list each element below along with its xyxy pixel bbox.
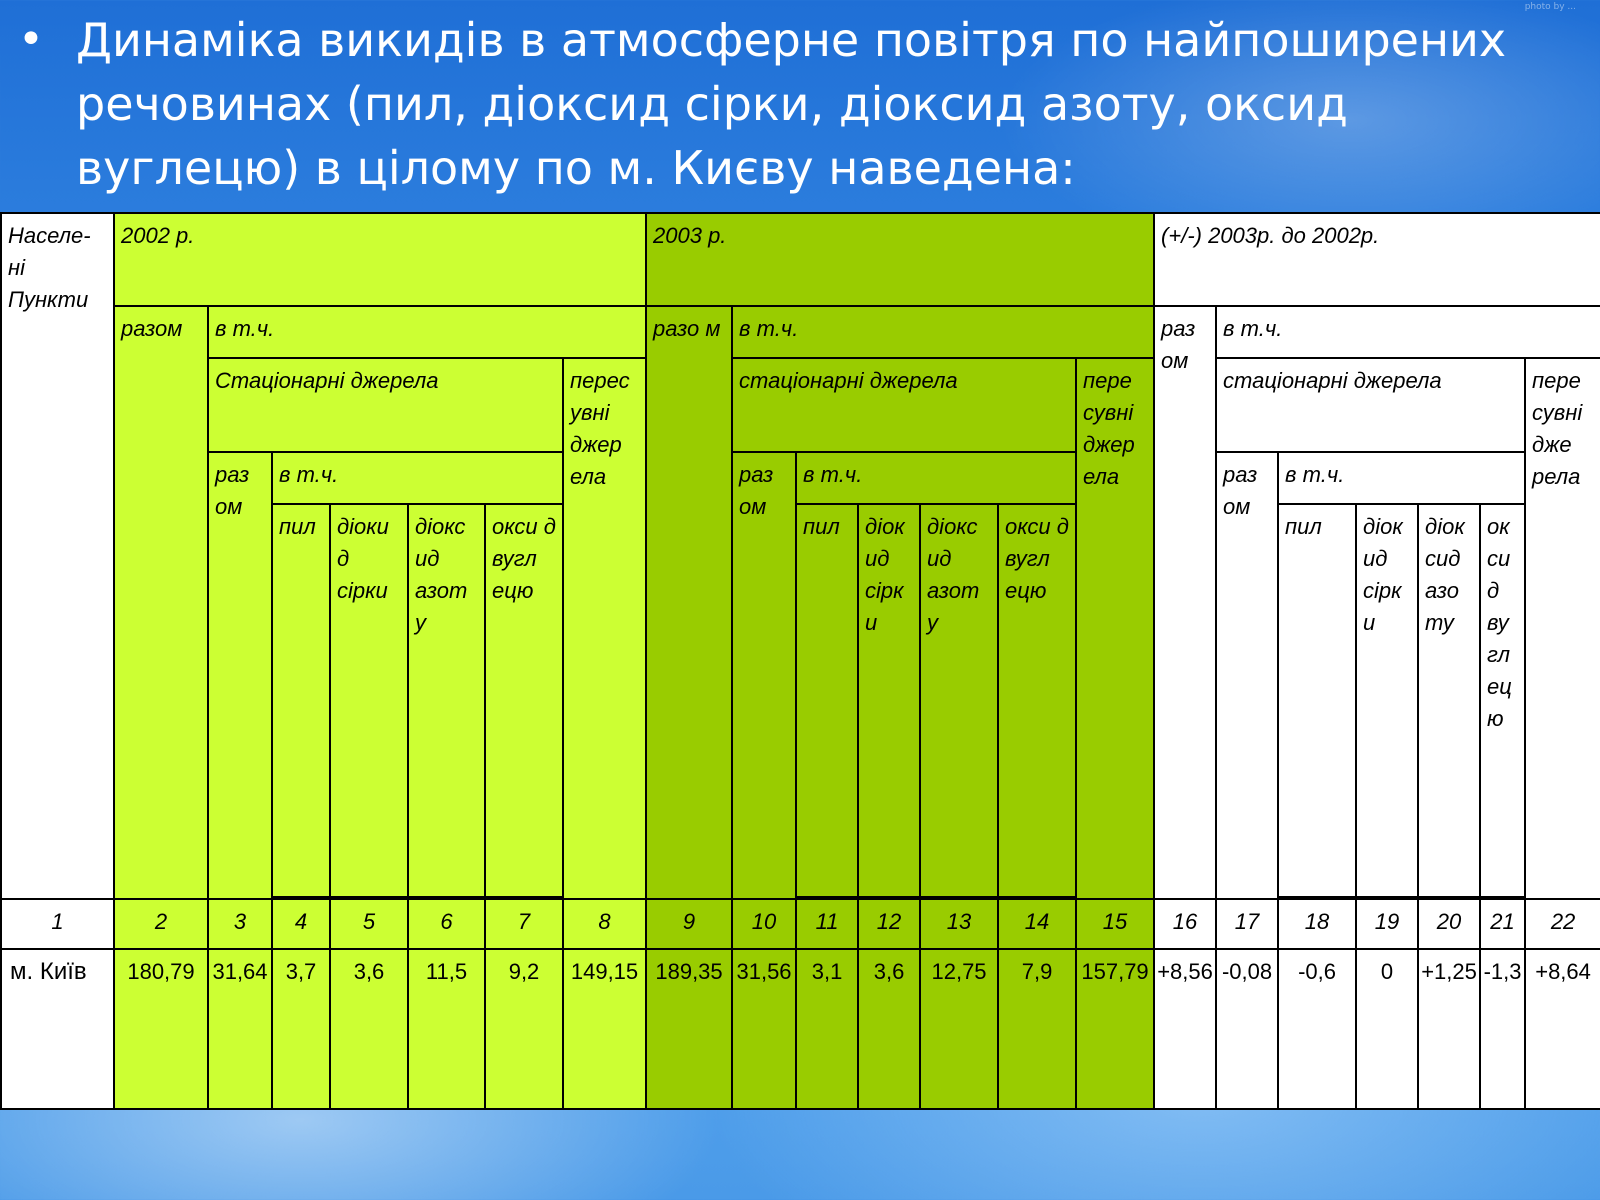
cell-diff-no2: +1,25: [1418, 949, 1480, 1109]
header-2003-no2: діокс ид азот у: [920, 504, 998, 897]
column-number: 5: [330, 899, 408, 949]
header-difference: (+/-) 2003р. до 2002р.: [1154, 213, 1600, 306]
header-2003-co: окси д вугл ецю: [998, 504, 1076, 897]
header-diff-stationary-incl: в т.ч.: [1278, 452, 1525, 504]
cell-2002-mobile: 149,15: [563, 949, 646, 1109]
header-2003-so2: діок ид сірк и: [858, 504, 920, 897]
column-number: 9: [646, 899, 732, 949]
column-number: 15: [1076, 899, 1154, 949]
header-2002-incl: в т.ч.: [208, 306, 646, 358]
column-number: 11: [796, 899, 858, 949]
cell-2003-co: 7,9: [998, 949, 1076, 1109]
cell-diff-mobile: +8,64: [1525, 949, 1600, 1109]
cell-diff-stationary-total: -0,08: [1216, 949, 1278, 1109]
column-number: 10: [732, 899, 796, 949]
column-number: 12: [858, 899, 920, 949]
header-diff-dust: пил: [1278, 504, 1356, 897]
header-2002-mobile: перес увні джер ела: [563, 358, 646, 899]
header-2002-stationary-total: раз ом: [208, 452, 272, 899]
header-diff-co: ок си д ву гл ец ю: [1480, 504, 1525, 897]
column-number: 20: [1418, 899, 1480, 949]
header-2003-stationary-incl: в т.ч.: [796, 452, 1076, 504]
header-2002-stationary: Стаціонарні джерела: [208, 358, 563, 452]
cell-2002-so2: 3,6: [330, 949, 408, 1109]
header-settlements: Населе-ні Пункти: [1, 213, 114, 899]
cell-2002-dust: 3,7: [272, 949, 330, 1109]
header-diff-no2: діок сид азо ту: [1418, 504, 1480, 897]
cell-diff-co: -1,3: [1480, 949, 1525, 1109]
header-diff-incl: в т.ч.: [1216, 306, 1600, 358]
cell-diff-so2: 0: [1356, 949, 1418, 1109]
cell-2003-no2: 12,75: [920, 949, 998, 1109]
column-number: 1: [1, 899, 114, 949]
column-number: 16: [1154, 899, 1216, 949]
header-2003-stationary-total: раз ом: [732, 452, 796, 899]
cell-diff-total: +8,56: [1154, 949, 1216, 1109]
cell-2002-co: 9,2: [485, 949, 563, 1109]
column-number: 3: [208, 899, 272, 949]
bullet-icon: •: [18, 14, 44, 65]
column-number: 21: [1480, 899, 1525, 949]
column-number: 4: [272, 899, 330, 949]
column-number: 7: [485, 899, 563, 949]
table-row: [1, 949, 1600, 1109]
header-2003-total: разо м: [646, 306, 732, 899]
row-city: м. Київ: [1, 949, 114, 1109]
cell-2003-total: 189,35: [646, 949, 732, 1109]
header-2003-stationary: стаціонарні джерела: [732, 358, 1076, 452]
header-diff-total: раз ом: [1154, 306, 1216, 899]
cell-2002-no2: 11,5: [408, 949, 485, 1109]
header-2002-co: окси д вугл ецю: [485, 504, 563, 897]
column-number: 2: [114, 899, 208, 949]
column-number: 19: [1356, 899, 1418, 949]
column-number: 18: [1278, 899, 1356, 949]
header-diff-stationary: стаціонарні джерела: [1216, 358, 1525, 452]
header-2002-no2: діокс ид азот у: [408, 504, 485, 897]
header-2002-stationary-incl: в т.ч.: [272, 452, 563, 504]
column-number: 8: [563, 899, 646, 949]
header-diff-stationary-total: раз ом: [1216, 452, 1278, 899]
column-number: 17: [1216, 899, 1278, 949]
cell-2003-mobile: 157,79: [1076, 949, 1154, 1109]
header-2003-dust: пил: [796, 504, 858, 897]
cell-2003-stationary-total: 31,56: [732, 949, 796, 1109]
header-2003-mobile: пере сувні джер ела: [1076, 358, 1154, 899]
header-year-2003: 2003 р.: [646, 213, 1154, 306]
header-2003-incl: в т.ч.: [732, 306, 1154, 358]
header-2002-so2: діоки д сірки: [330, 504, 408, 897]
cell-2002-stationary-total: 31,64: [208, 949, 272, 1109]
column-number-row: [1, 899, 1600, 949]
header-diff-so2: діок ид сірк и: [1356, 504, 1418, 897]
header-2002-total: разом: [114, 306, 208, 899]
cell-2002-total: 180,79: [114, 949, 208, 1109]
cell-diff-dust: -0,6: [1278, 949, 1356, 1109]
column-number: 13: [920, 899, 998, 949]
cell-2003-so2: 3,6: [858, 949, 920, 1109]
header-diff-mobile: пере сувні дже рела: [1525, 358, 1600, 899]
slide-title-block: [18, 8, 1588, 200]
column-number: 6: [408, 899, 485, 949]
cell-2003-dust: 3,1: [796, 949, 858, 1109]
slide-title: Динаміка викидів в атмосферне повітря по найпоширених речовинах (пил, діоксид сірки, діоксид азоту, оксид вуглецю) в цілому по м. Києву наведена:: [76, 13, 1507, 195]
header-year-2002: 2002 р.: [114, 213, 646, 306]
emissions-table: [0, 212, 1600, 1110]
photo-credit-watermark: photo by ...: [1524, 2, 1576, 12]
header-2002-dust: пил: [272, 504, 330, 897]
column-number: 22: [1525, 899, 1600, 949]
column-number: 14: [998, 899, 1076, 949]
